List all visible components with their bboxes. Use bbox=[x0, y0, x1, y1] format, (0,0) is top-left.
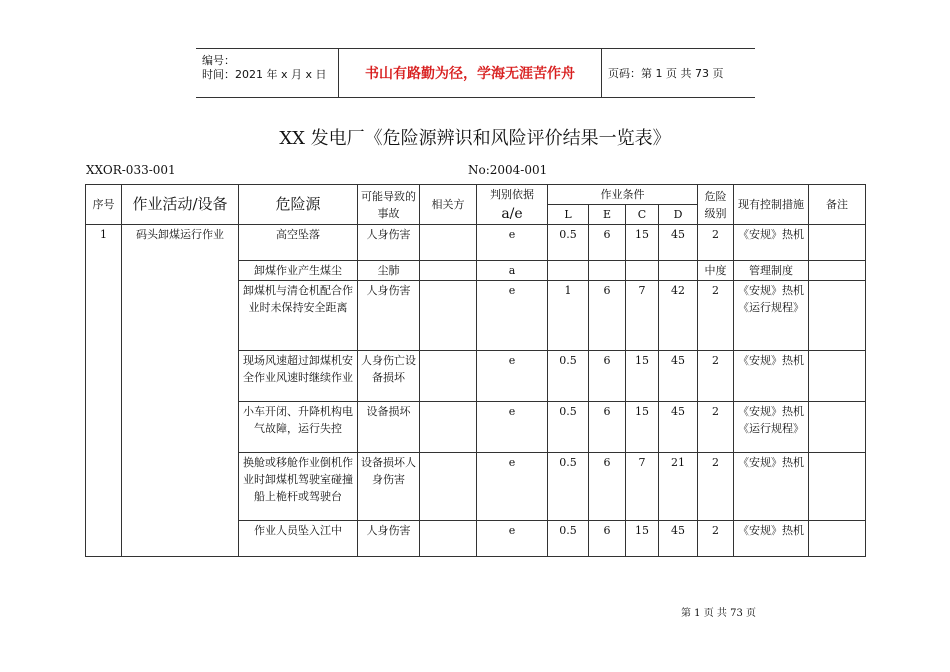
header-measures: 现有控制措施 bbox=[734, 185, 809, 225]
header-activity: 作业活动/设备 bbox=[122, 185, 239, 225]
header-accident: 可能导致的事故 bbox=[358, 185, 420, 225]
L-cell: 0.5 bbox=[548, 453, 589, 521]
measures-cell: 《安规》热机 bbox=[734, 225, 809, 261]
D-cell: 45 bbox=[659, 351, 698, 402]
remarks-cell bbox=[809, 351, 866, 402]
accident-cell: 设备损坏 bbox=[358, 402, 420, 453]
party-cell bbox=[420, 521, 477, 557]
accident-cell: 人身伤害 bbox=[358, 521, 420, 557]
measures-cell: 《安规》热机《运行规程》 bbox=[734, 402, 809, 453]
C-cell: 15 bbox=[626, 521, 659, 557]
hazard-cell: 作业人员坠入江中 bbox=[239, 521, 358, 557]
C-cell: 7 bbox=[626, 281, 659, 351]
seq-cell: 1 bbox=[86, 225, 122, 557]
activity-cell: 码头卸煤运行作业 bbox=[122, 225, 239, 557]
remarks-cell bbox=[809, 281, 866, 351]
basis-cell: a bbox=[477, 261, 548, 281]
header-level: 危险级别 bbox=[698, 185, 734, 225]
E-cell: 6 bbox=[589, 453, 626, 521]
party-cell bbox=[420, 281, 477, 351]
D-cell: 42 bbox=[659, 281, 698, 351]
party-cell bbox=[420, 261, 477, 281]
document-code: XXOR-033-001 bbox=[86, 163, 176, 177]
hazard-cell: 现场风速超过卸煤机安全作业风速时继续作业 bbox=[239, 351, 358, 402]
E-cell: 6 bbox=[589, 351, 626, 402]
C-cell: 15 bbox=[626, 225, 659, 261]
page-title: XX 发电厂《危险源辨识和风险评价结果一览表》 bbox=[279, 128, 671, 149]
header-info-cell bbox=[196, 49, 339, 97]
measures-cell: 《安规》热机 bbox=[734, 351, 809, 402]
basis-cell: e bbox=[477, 281, 548, 351]
header-L: L bbox=[548, 205, 589, 225]
header-conditions: 作业条件 bbox=[548, 185, 698, 205]
header-E: E bbox=[589, 205, 626, 225]
remarks-cell bbox=[809, 261, 866, 281]
measures-cell: 《安规》热机《运行规程》 bbox=[734, 281, 809, 351]
C-cell bbox=[626, 261, 659, 281]
D-cell bbox=[659, 261, 698, 281]
level-cell: 2 bbox=[698, 402, 734, 453]
L-cell: 0.5 bbox=[548, 225, 589, 261]
remarks-cell bbox=[809, 402, 866, 453]
accident-cell: 人身伤亡设备损坏 bbox=[358, 351, 420, 402]
hazard-cell: 换舱或移舱作业倒机作业时卸煤机驾驶室碰撞船上桅杆或驾驶台 bbox=[239, 453, 358, 521]
date-label: 时间：2021 年 x 月 x 日 bbox=[202, 68, 327, 81]
risk-assessment-table bbox=[85, 184, 866, 557]
party-cell bbox=[420, 453, 477, 521]
basis-cell: e bbox=[477, 453, 548, 521]
L-cell: 0.5 bbox=[548, 521, 589, 557]
party-cell bbox=[420, 225, 477, 261]
basis-cell: e bbox=[477, 521, 548, 557]
party-cell bbox=[420, 351, 477, 402]
level-cell: 2 bbox=[698, 281, 734, 351]
C-cell: 15 bbox=[626, 402, 659, 453]
page-count-label: 页码：第 1 页 共 73 页 bbox=[608, 67, 724, 80]
E-cell: 6 bbox=[589, 225, 626, 261]
header-basis-sub: a/e bbox=[477, 205, 548, 225]
hazard-cell: 高空坠落 bbox=[239, 225, 358, 261]
L-cell: 0.5 bbox=[548, 402, 589, 453]
E-cell: 6 bbox=[589, 402, 626, 453]
C-cell: 15 bbox=[626, 351, 659, 402]
E-cell: 6 bbox=[589, 521, 626, 557]
basis-cell: e bbox=[477, 402, 548, 453]
document-header bbox=[196, 48, 755, 98]
header-seq: 序号 bbox=[86, 185, 122, 225]
L-cell bbox=[548, 261, 589, 281]
page-footer: 第 1 页 共 73 页 bbox=[681, 608, 756, 619]
hazard-cell: 小车开闭、升降机构电气故障，运行失控 bbox=[239, 402, 358, 453]
header-party: 相关方 bbox=[420, 185, 477, 225]
hazard-cell: 卸煤作业产生煤尘 bbox=[239, 261, 358, 281]
hazard-cell: 卸煤机与清仓机配合作业时未保持安全距离 bbox=[239, 281, 358, 351]
accident-cell: 设备损坏人身伤害 bbox=[358, 453, 420, 521]
header-basis: 判别依据 bbox=[477, 185, 548, 205]
level-cell: 中度 bbox=[698, 261, 734, 281]
measures-cell: 《安规》热机 bbox=[734, 453, 809, 521]
remarks-cell bbox=[809, 225, 866, 261]
doc-number-label: 编号： bbox=[202, 54, 235, 67]
party-cell bbox=[420, 402, 477, 453]
header-C: C bbox=[626, 205, 659, 225]
measures-cell: 管理制度 bbox=[734, 261, 809, 281]
level-cell: 2 bbox=[698, 521, 734, 557]
remarks-cell bbox=[809, 521, 866, 557]
E-cell bbox=[589, 261, 626, 281]
level-cell: 2 bbox=[698, 225, 734, 261]
remarks-cell bbox=[809, 453, 866, 521]
C-cell: 7 bbox=[626, 453, 659, 521]
E-cell: 6 bbox=[589, 281, 626, 351]
D-cell: 45 bbox=[659, 521, 698, 557]
L-cell: 0.5 bbox=[548, 351, 589, 402]
table-row bbox=[86, 225, 866, 261]
level-cell: 2 bbox=[698, 453, 734, 521]
D-cell: 45 bbox=[659, 402, 698, 453]
basis-cell: e bbox=[477, 351, 548, 402]
header-hazard: 危险源 bbox=[239, 185, 358, 225]
D-cell: 21 bbox=[659, 453, 698, 521]
table-header-row bbox=[86, 185, 866, 205]
level-cell: 2 bbox=[698, 351, 734, 402]
accident-cell: 人身伤害 bbox=[358, 225, 420, 261]
measures-cell: 《安规》热机 bbox=[734, 521, 809, 557]
accident-cell: 尘肺 bbox=[358, 261, 420, 281]
D-cell: 45 bbox=[659, 225, 698, 261]
basis-cell: e bbox=[477, 225, 548, 261]
motto-text: 书山有路勤为径，学海无涯苦作舟 bbox=[339, 49, 602, 97]
header-remarks: 备注 bbox=[809, 185, 866, 225]
header-D: D bbox=[659, 205, 698, 225]
document-number: No:2004-001 bbox=[468, 163, 548, 177]
accident-cell: 人身伤害 bbox=[358, 281, 420, 351]
L-cell: 1 bbox=[548, 281, 589, 351]
